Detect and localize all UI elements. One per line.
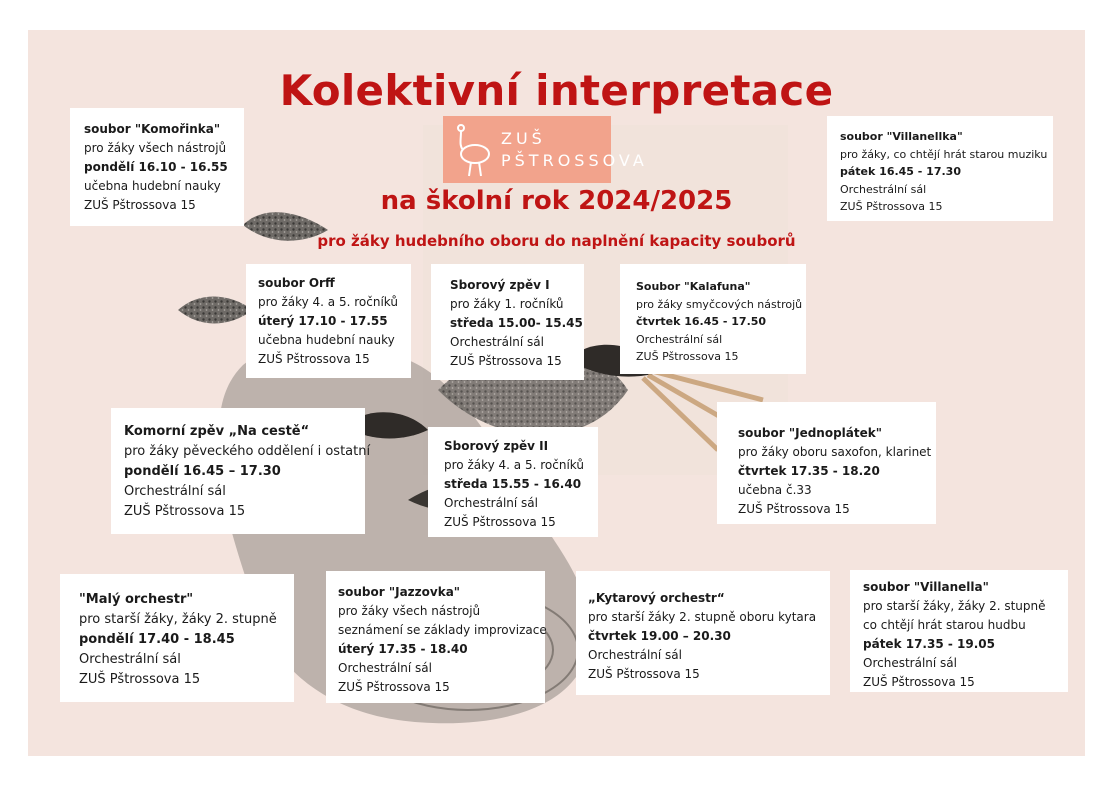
poster-title: Kolektivní interpretace <box>279 66 834 115</box>
ensemble-room: Orchestrální sál <box>444 496 538 510</box>
ensemble-address: ZUŠ Pštrossova 15 <box>258 352 370 366</box>
poster <box>28 30 1085 756</box>
ensemble-card-sbor2 <box>428 427 598 537</box>
ensemble-name: Komorní zpěv „Na cestě“ <box>124 424 310 439</box>
ensemble-card-kalafuna <box>620 264 806 374</box>
ensemble-time: čtvrtek 16.45 - 17.50 <box>636 315 767 328</box>
ensemble-audience: pro starší žáky 2. stupně oboru kytara <box>588 610 817 624</box>
ensemble-name: soubor "Jazzovka" <box>338 585 461 599</box>
ensemble-name: Sborový zpěv II <box>444 439 549 453</box>
school-logo <box>443 116 648 183</box>
ensemble-card-komorinka <box>70 108 244 226</box>
ensemble-time: pondělí 16.45 – 17.30 <box>124 464 281 479</box>
ensemble-address: ZUŠ Pštrossova 15 <box>338 680 450 694</box>
poster-tagline: pro žáky hudebního oboru do naplnění kapacity souborů <box>317 232 796 250</box>
ensemble-name: soubor Orff <box>258 276 335 290</box>
ensemble-time: pátek 16.45 - 17.30 <box>840 165 961 178</box>
ensemble-address: ZUŠ Pštrossova 15 <box>450 354 562 368</box>
ensemble-room: Orchestrální sál <box>588 648 682 662</box>
ensemble-address: ZUŠ Pštrossova 15 <box>588 667 700 681</box>
ensemble-card-jednoplatek <box>717 402 936 524</box>
ensemble-name: „Kytarový orchestr“ <box>588 591 725 605</box>
ensemble-time: čtvrtek 19.00 – 20.30 <box>588 629 731 643</box>
ensemble-room: učebna hudební nauky <box>258 333 395 347</box>
ensemble-time: středa 15.00- 15.45 <box>450 316 583 330</box>
ensemble-time: úterý 17.35 - 18.40 <box>338 642 468 656</box>
ensemble-room: Orchestrální sál <box>450 335 544 349</box>
ensemble-card-sbor1 <box>431 264 584 380</box>
ensemble-audience: pro starší žáky, žáky 2. stupně <box>79 612 277 627</box>
ensemble-audience: pro žáky oboru saxofon, klarinet <box>738 445 932 459</box>
ensemble-time: čtvrtek 17.35 - 18.20 <box>738 464 880 478</box>
poster-subtitle: na školní rok 2024/2025 <box>380 186 733 216</box>
ensemble-address: ZUŠ Pštrossova 15 <box>738 502 850 516</box>
ensemble-name: Sborový zpěv I <box>450 278 550 292</box>
ensemble-time: úterý 17.10 - 17.55 <box>258 314 388 328</box>
ensemble-audience: pro žáky 4. a 5. ročníků <box>444 458 584 472</box>
ensemble-audience: pro žáky 4. a 5. ročníků <box>258 295 398 309</box>
ensemble-audience: pro žáky všech nástrojů <box>338 604 481 618</box>
ensemble-address: ZUŠ Pštrossova 15 <box>79 672 201 687</box>
ensemble-audience: pro žáky, co chtějí hrát starou muziku <box>840 147 1048 161</box>
ensemble-card-jazzovka <box>326 571 545 703</box>
ensemble-name: soubor "Villanellka" <box>840 130 963 143</box>
ensemble-time: středa 15.55 - 16.40 <box>444 477 582 491</box>
ensemble-card-kytarovy-orchestr <box>576 571 830 695</box>
ensemble-time: pondělí 16.10 - 16.55 <box>84 160 228 174</box>
ensemble-address: ZUŠ Pštrossova 15 <box>863 675 975 689</box>
ensemble-room: učebna hudební nauky <box>84 179 221 193</box>
ensemble-address: ZUŠ Pštrossova 15 <box>636 350 739 363</box>
ensemble-card-na-ceste <box>111 408 371 534</box>
ensemble-audience: pro žáky všech nástrojů <box>84 141 227 155</box>
ensemble-time: pátek 17.35 - 19.05 <box>863 637 995 651</box>
ensemble-audience: pro žáky 1. ročníků <box>450 297 564 311</box>
ensemble-room: Orchestrální sál <box>863 656 957 670</box>
ensemble-name: soubor "Villanella" <box>863 580 989 594</box>
ensemble-time: pondělí 17.40 - 18.45 <box>79 632 235 647</box>
ensemble-name: Soubor "Kalafuna" <box>636 280 751 293</box>
ensemble-audience: pro žáky smyčcových nástrojů <box>636 297 803 311</box>
ensemble-address: ZUŠ Pštrossova 15 <box>444 515 556 529</box>
ensemble-extra: co chtějí hrát starou hudbu <box>863 618 1026 632</box>
ensemble-room: Orchestrální sál <box>636 332 723 346</box>
ensemble-card-orff <box>246 264 411 378</box>
ensemble-address: ZUŠ Pštrossova 15 <box>840 200 943 213</box>
ensemble-room: Orchestrální sál <box>79 652 181 667</box>
ensemble-card-maly-orchestr <box>60 574 294 702</box>
ensemble-room: Orchestrální sál <box>840 182 927 196</box>
ensemble-room: Orchestrální sál <box>124 484 226 499</box>
ensemble-address: ZUŠ Pštrossova 15 <box>124 504 246 519</box>
ensemble-name: "Malý orchestr" <box>79 592 194 607</box>
ensemble-audience: pro starší žáky, žáky 2. stupně <box>863 599 1046 613</box>
logo-line1: ZUŠ <box>501 129 546 148</box>
ensemble-room: Orchestrální sál <box>338 661 432 675</box>
ensemble-address: ZUŠ Pštrossova 15 <box>84 198 196 212</box>
ensemble-audience: pro žáky pěveckého oddělení i ostatní <box>124 444 371 459</box>
ensemble-card-villanellka <box>827 116 1053 221</box>
logo-line2: PŠTROSSOVA <box>501 151 648 170</box>
ensemble-name: soubor "Jednoplátek" <box>738 426 882 440</box>
ensemble-card-villanella <box>850 570 1068 692</box>
ensemble-extra: seznámení se základy improvizace <box>338 623 547 637</box>
ostrich-icon <box>449 120 499 180</box>
ensemble-room: učebna č.33 <box>738 483 812 497</box>
ensemble-name: soubor "Komořinka" <box>84 122 221 136</box>
